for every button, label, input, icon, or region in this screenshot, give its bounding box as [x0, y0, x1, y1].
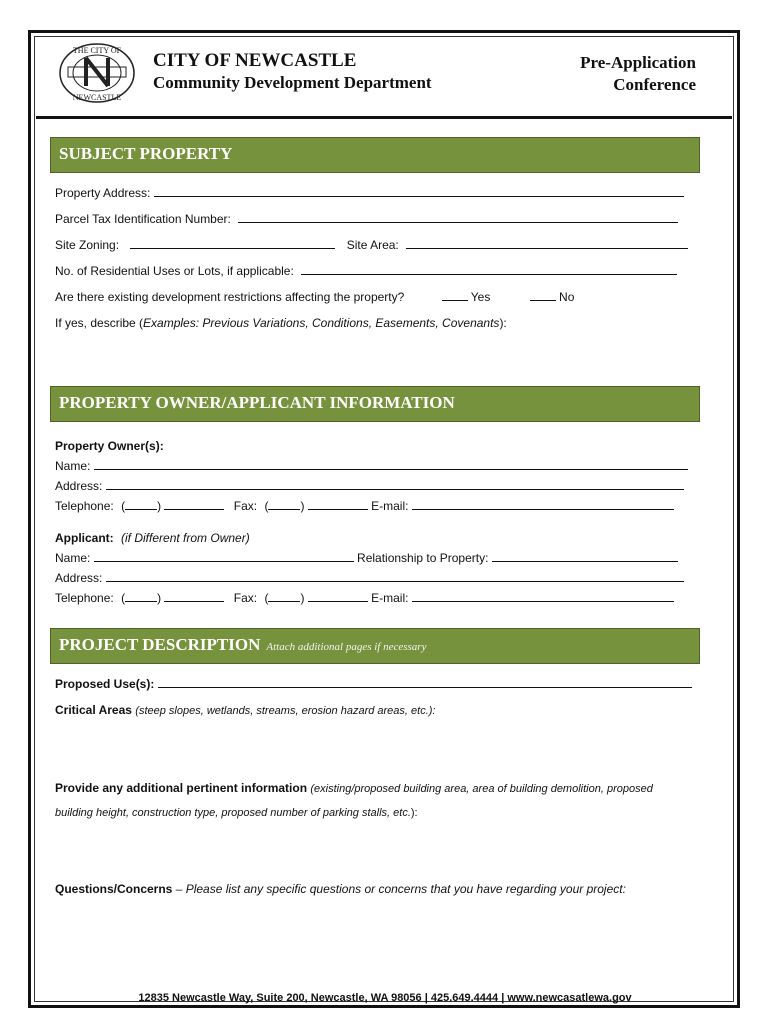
form-title — [580, 52, 696, 96]
site-zoning-label: Site Zoning: — [55, 238, 120, 252]
relationship-label: Relationship to Property: — [357, 551, 489, 565]
owner-address-field[interactable] — [106, 479, 684, 490]
inner-border — [34, 36, 734, 1002]
applicant-name-label: Name: — [55, 551, 91, 565]
site-area-field[interactable] — [406, 238, 688, 249]
owner-tel-paren-close: ) — [157, 499, 162, 513]
applicant-heading-row — [55, 531, 250, 545]
applicant-fax-paren-close: ) — [300, 591, 305, 605]
section-bar-project-description — [50, 628, 700, 664]
owner-address-row — [55, 479, 684, 493]
uses-row — [55, 264, 677, 278]
pertinent-info-note-2-end: ): — [410, 807, 418, 819]
applicant-fax-label: Fax: — [233, 591, 258, 605]
owner-fax-paren-open: ( — [264, 499, 269, 513]
owner-email-field[interactable] — [412, 499, 674, 510]
applicant-address-row — [55, 571, 684, 585]
applicant-telephone-field[interactable] — [164, 591, 224, 602]
city-seal-logo — [58, 42, 136, 104]
applicant-fax-paren-open: ( — [264, 591, 269, 605]
owner-fax-field[interactable] — [308, 499, 368, 510]
owner-email-label: E-mail: — [371, 499, 409, 513]
residential-uses-label: No. of Residential Uses or Lots, if applicable: — [55, 264, 294, 278]
applicant-note: (if Different from Owner) — [121, 531, 250, 545]
relationship-field[interactable] — [492, 551, 678, 562]
describe-prefix: If yes, describe ( — [55, 316, 144, 330]
questions-label: Questions/Concerns — [55, 882, 173, 896]
parcel-field[interactable] — [238, 212, 678, 223]
property-address-row — [55, 186, 684, 200]
project-description-title: PROJECT DESCRIPTION — [59, 635, 261, 654]
applicant-tel-area-code-field[interactable] — [125, 591, 157, 602]
owner-name-field[interactable] — [94, 459, 688, 470]
applicant-address-field[interactable] — [106, 571, 684, 582]
parcel-row — [55, 212, 678, 226]
form-title-line2: Conference — [613, 75, 696, 94]
critical-areas-note: (steep slopes, wetlands, streams, erosion hazard areas, etc.): — [135, 705, 436, 717]
describe-examples: Examples: Previous Variations, Conditions, Easements, Covenants — [143, 316, 500, 330]
section-title-project-description — [59, 635, 426, 655]
questions-note: – Please list any specific questions or concerns that you have regarding your project: — [172, 882, 626, 896]
property-address-label: Property Address: — [55, 186, 151, 200]
owner-heading: Property Owner(s): — [55, 439, 164, 453]
applicant-fax-area-code-field[interactable] — [268, 591, 300, 602]
owner-fax-area-code-field[interactable] — [268, 499, 300, 510]
applicant-heading: Applicant: — [55, 531, 114, 545]
critical-areas-label: Critical Areas — [55, 703, 132, 717]
parcel-label: Parcel Tax Identification Number: — [55, 212, 231, 226]
critical-areas-row — [55, 703, 435, 717]
form-title-line1: Pre-Application — [580, 53, 696, 72]
describe-row — [55, 316, 507, 330]
restrictions-no-label: No — [559, 290, 575, 304]
pertinent-info-label: Provide any additional pertinent information — [55, 781, 308, 795]
applicant-contact-row — [55, 591, 674, 605]
residential-uses-field[interactable] — [301, 264, 677, 275]
owner-name-row — [55, 459, 688, 473]
section-title-owner-info: PROPERTY OWNER/APPLICANT INFORMATION — [59, 393, 455, 412]
pertinent-info-note-1: (existing/proposed building area, area of building demolition, proposed — [310, 783, 653, 795]
zoning-area-row — [55, 238, 688, 252]
owner-telephone-field[interactable] — [164, 499, 224, 510]
applicant-address-label: Address: — [55, 571, 103, 585]
applicant-email-label: E-mail: — [371, 591, 409, 605]
applicant-name-field[interactable] — [94, 551, 354, 562]
owner-name-label: Name: — [55, 459, 91, 473]
svg-text:THE CITY OF: THE CITY OF — [72, 46, 122, 55]
applicant-name-row — [55, 551, 678, 565]
city-name: CITY OF NEWCASTLE — [153, 50, 357, 71]
footer-contact: 12835 Newcastle Way, Suite 200, Newcastle, WA 98056 | 425.649.4444 | www.newcasatlewa.gov — [138, 992, 632, 1004]
restrictions-label: Are there existing development restrictions affecting the property? — [55, 290, 405, 304]
site-area-label: Site Area: — [346, 238, 399, 252]
pertinent-info-row-2 — [55, 807, 418, 819]
owner-fax-paren-close: ) — [300, 499, 305, 513]
applicant-tel-paren-close: ) — [157, 591, 162, 605]
department-name: Community Development Department — [153, 73, 432, 92]
owner-contact-row — [55, 499, 674, 513]
applicant-telephone-label: Telephone: — [55, 591, 114, 605]
proposed-uses-field[interactable] — [158, 677, 692, 688]
project-description-note: Attach additional pages if necessary — [266, 641, 427, 653]
pertinent-info-row — [55, 781, 653, 795]
property-address-field[interactable] — [154, 186, 684, 197]
questions-row — [55, 882, 626, 896]
applicant-email-field[interactable] — [412, 591, 674, 602]
restrictions-yes-field[interactable] — [442, 290, 468, 301]
owner-tel-paren-open: ( — [121, 499, 126, 513]
owner-fax-label: Fax: — [233, 499, 258, 513]
proposed-uses-label: Proposed Use(s): — [55, 677, 155, 691]
restrictions-no-field[interactable] — [530, 290, 556, 301]
owner-tel-area-code-field[interactable] — [125, 499, 157, 510]
pertinent-info-note-2: building height, construction type, proposed number of parking stalls, etc. — [55, 807, 411, 819]
owner-address-label: Address: — [55, 479, 103, 493]
section-bar-subject-property — [50, 137, 700, 173]
section-bar-owner-info — [50, 386, 700, 422]
section-title-subject-property: SUBJECT PROPERTY — [59, 144, 233, 163]
owner-telephone-label: Telephone: — [55, 499, 114, 513]
svg-text:NEWCASTLE: NEWCASTLE — [72, 93, 122, 102]
describe-suffix: ): — [499, 316, 507, 330]
applicant-fax-field[interactable] — [308, 591, 368, 602]
site-zoning-field[interactable] — [130, 238, 335, 249]
proposed-uses-row — [55, 677, 692, 691]
header-divider — [36, 116, 732, 119]
restrictions-row — [55, 290, 574, 304]
applicant-tel-paren-open: ( — [121, 591, 126, 605]
restrictions-yes-label: Yes — [470, 290, 491, 304]
